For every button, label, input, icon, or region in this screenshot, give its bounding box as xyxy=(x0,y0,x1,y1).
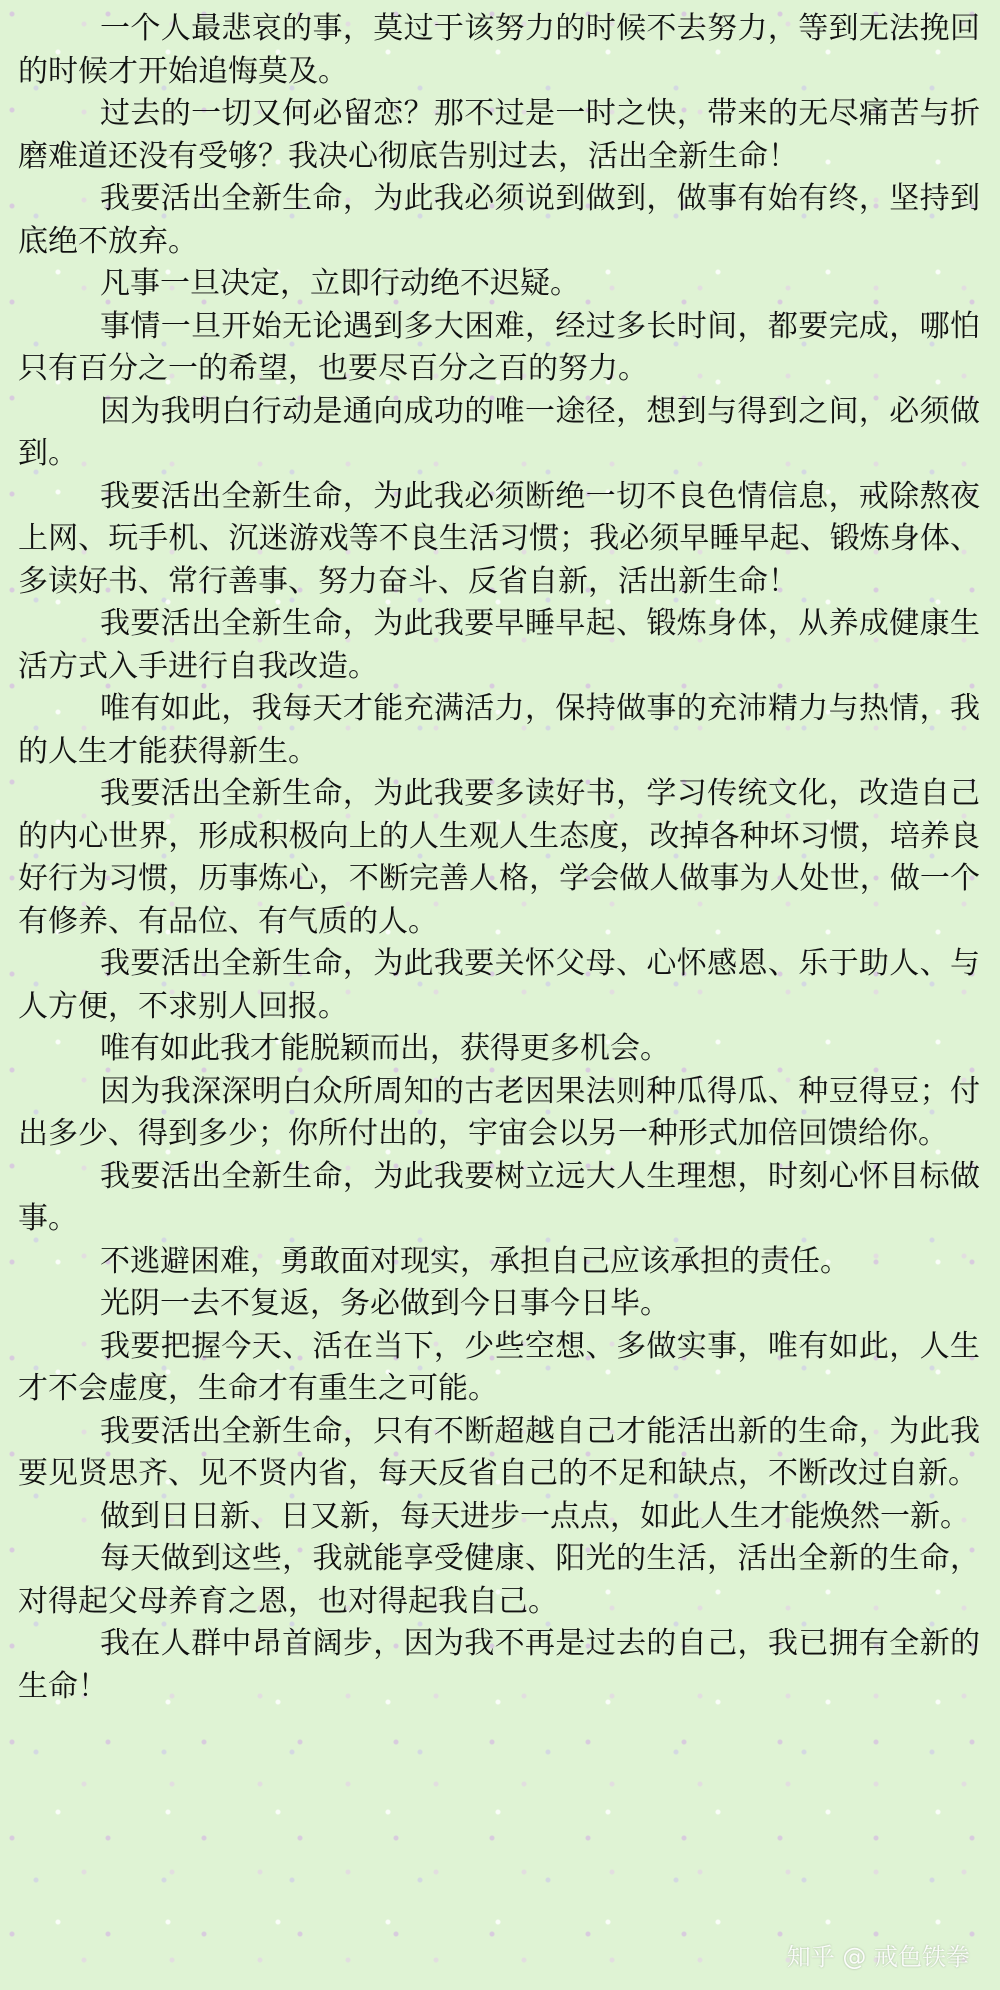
paragraph: 光阴一去不复返，务必做到今日事今日毕。 xyxy=(100,1286,670,1321)
paragraph: 我要把握今天、活在当下，少些空想、多做实事，唯有如此，人生才不会虚度，生命才有重生之可能。 xyxy=(18,1328,980,1406)
paragraph: 因为我明白行动是通向成功的唯一途径，想到与得到之间，必须做到。 xyxy=(18,393,980,471)
paragraph: 我要活出全新生命，为此我要树立远大人生理想，时刻心怀目标做事。 xyxy=(18,1158,980,1236)
paragraph: 因为我深深明白众所周知的古老因果法则种瓜得瓜、种豆得豆；付出多少、得到多少；你所付出的，宇宙会以另一种形式加倍回馈给你。 xyxy=(18,1073,980,1151)
article-body xyxy=(18,8,980,1708)
paragraph: 我要活出全新生命，为此我必须说到做到，做事有始有终，坚持到底绝不放弃。 xyxy=(18,181,980,259)
paragraph: 做到日日新、日又新，每天进步一点点，如此人生才能焕然一新。 xyxy=(100,1498,970,1534)
paragraph: 我要活出全新生命，为此我要关怀父母、心怀感恩、乐于助人、与人方便，不求别人回报。 xyxy=(18,946,980,1024)
paragraph: 一个人最悲哀的事，莫过于该努力的时候不去努力，等到无法挽回的时候才开始追悔莫及。 xyxy=(18,11,980,89)
paragraph: 我在人群中昂首阔步，因为我不再是过去的自己，我已拥有全新的生命！ xyxy=(18,1626,980,1704)
paragraph: 唯有如此我才能脱颖而出，获得更多机会。 xyxy=(100,1031,670,1066)
paragraph: 凡事一旦决定，立即行动绝不迟疑。 xyxy=(100,266,580,301)
paragraph: 不逃避困难，勇敢面对现实，承担自己应该承担的责任。 xyxy=(100,1243,850,1279)
paragraph: 我要活出全新生命，为此我要早睡早起、锻炼身体，从养成健康生活方式入手进行自我改造。 xyxy=(18,606,980,684)
paragraph: 事情一旦开始无论遇到多大困难，经过多长时间，都要完成，哪怕只有百分之一的希望，也要尽百分之百的努力。 xyxy=(18,308,980,386)
paragraph: 我要活出全新生命，只有不断超越自己才能活出新的生命，为此我要见贤思齐、见不贤内省，每天反省自己的不足和缺点，不断改过自新。 xyxy=(18,1413,980,1491)
paragraph: 唯有如此，我每天才能充满活力，保持做事的充沛精力与热情，我的人生才能获得新生。 xyxy=(18,691,980,769)
paragraph: 每天做到这些，我就能享受健康、阳光的生活，活出全新的生命，对得起父母养育之恩，也对得起我自己。 xyxy=(18,1541,980,1619)
paragraph: 过去的一切又何必留恋？那不过是一时之快，带来的无尽痛苦与折磨难道还没有受够？我决心彻底告别过去，活出全新生命！ xyxy=(18,96,980,174)
paragraph: 我要活出全新生命，为此我必须断绝一切不良色情信息，戒除熬夜上网、玩手机、沉迷游戏等不良生活习惯；我必须早睡早起、锻炼身体、多读好书、常行善事、努力奋斗、反省自新，活出新生命！ xyxy=(18,478,980,599)
paragraph: 我要活出全新生命，为此我要多读好书，学习传统文化，改造自己的内心世界，形成积极向上的人生观人生态度，改掉各种坏习惯，培养良好行为习惯，历事炼心，不断完善人格，学会做人做事为人处世，做一个有修养、有品位、有气质的人。 xyxy=(18,776,980,939)
watermark: 知乎 @ 戒色铁拳 xyxy=(786,1943,970,1971)
